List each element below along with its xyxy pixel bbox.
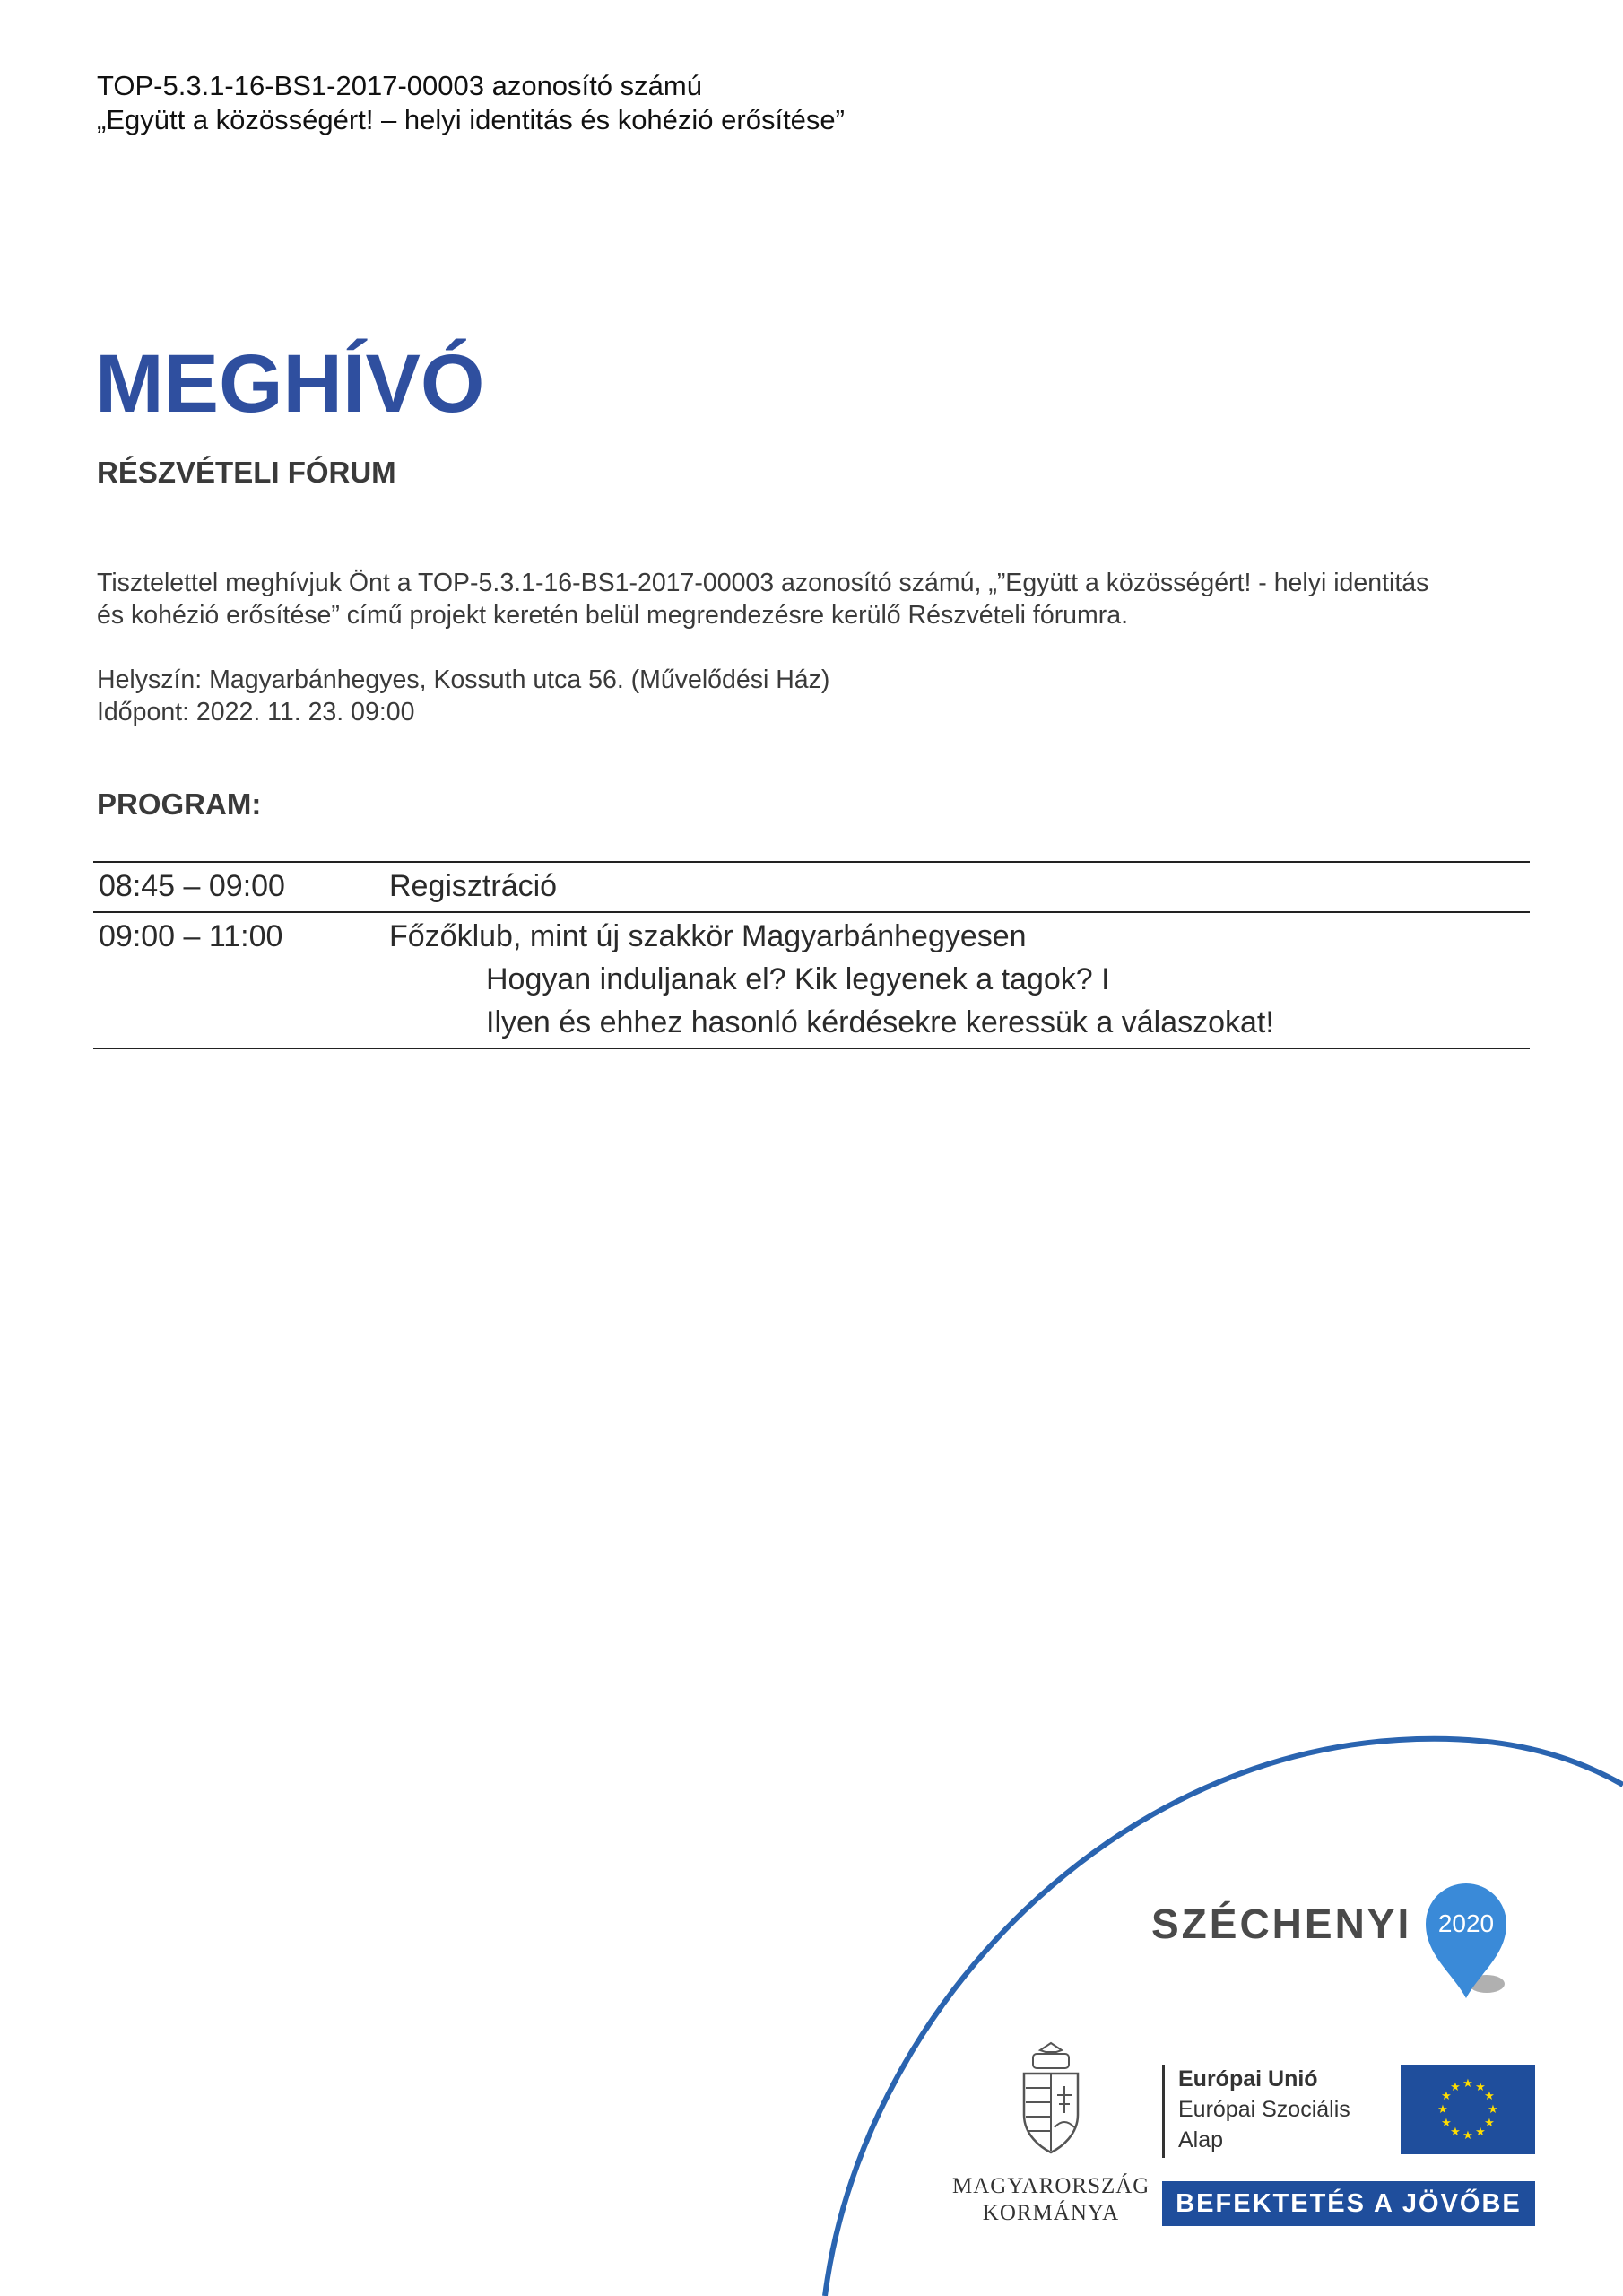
government-name-line-2: KORMÁNYA xyxy=(982,2201,1120,2225)
szechenyi-pin-icon xyxy=(1417,1874,1515,2009)
program-row xyxy=(93,911,1530,1048)
svg-text:★: ★ xyxy=(1488,2103,1498,2117)
eu-fund-line-2: Alap xyxy=(1178,2127,1224,2152)
eu-flag-icon xyxy=(1401,2065,1535,2154)
eu-fund-line-1: Európai Szociális xyxy=(1178,2097,1350,2122)
invest-future-banner: BEFEKTETÉS A JÖVŐBE xyxy=(1162,2181,1535,2226)
project-id-line: TOP-5.3.1-16-BS1-2017-00003 azonosító számú xyxy=(97,70,702,101)
svg-text:★: ★ xyxy=(1441,2117,1452,2130)
program-row xyxy=(93,863,1530,911)
program-row-topic: Főzőklub, mint új szakkör Magyarbánhegyesen xyxy=(389,919,1027,953)
program-row-note: Hogyan induljanak el? Kik legyenek a tagok? I xyxy=(486,962,1110,996)
program-row-topic: Regisztráció xyxy=(389,869,558,903)
program-row-time: 09:00 – 11:00 xyxy=(99,919,283,953)
program-table xyxy=(93,861,1530,1049)
eu-divider xyxy=(1162,2065,1165,2158)
svg-text:★: ★ xyxy=(1441,2090,1452,2103)
szechenyi-year: 2020 xyxy=(1437,1909,1495,1937)
page-title: MEGHÍVÓ xyxy=(95,338,485,430)
svg-text:★: ★ xyxy=(1450,2081,1461,2094)
svg-text:★: ★ xyxy=(1437,2103,1448,2117)
event-location: Helyszín: Magyarbánhegyes, Kossuth utca 56. (Művelődési Ház) xyxy=(97,665,830,694)
program-heading: PROGRAM: xyxy=(97,787,262,821)
page-subtitle: RÉSZVÉTELI FÓRUM xyxy=(97,456,396,489)
event-time: Időpont: 2022. 11. 23. 09:00 xyxy=(97,698,415,726)
szechenyi-logo-text: SZÉCHENYI xyxy=(1151,1900,1412,1947)
intro-line-2: és kohézió erősítése” című projekt keretén belül megrendezésre kerülő Részvételi fórumra. xyxy=(97,601,1129,630)
coat-of-arms-icon xyxy=(1013,2041,1089,2158)
program-row-note: Ilyen és ehhez hasonló kérdésekre keressük a válaszokat! xyxy=(486,1005,1274,1039)
eu-name: Európai Unió xyxy=(1178,2066,1318,2092)
svg-text:★: ★ xyxy=(1475,2081,1486,2094)
intro-line-1: Tisztelettel meghívjuk Önt a TOP-5.3.1-16-BS1-2017-00003 azonosító számú, „”Együtt a közösségért! - helyi identitás xyxy=(97,569,1429,597)
government-name-line-1: MAGYARORSZÁG xyxy=(952,2174,1150,2198)
project-title-line: „Együtt a közösségért! – helyi identitás és kohézió erősítése” xyxy=(97,104,845,135)
svg-text:★: ★ xyxy=(1484,2090,1495,2103)
svg-text:★: ★ xyxy=(1462,2129,1473,2143)
svg-text:★: ★ xyxy=(1475,2126,1486,2139)
svg-text:★: ★ xyxy=(1450,2126,1461,2139)
svg-text:★: ★ xyxy=(1484,2117,1495,2130)
svg-text:★: ★ xyxy=(1462,2077,1473,2091)
program-row-time: 08:45 – 09:00 xyxy=(99,869,285,903)
